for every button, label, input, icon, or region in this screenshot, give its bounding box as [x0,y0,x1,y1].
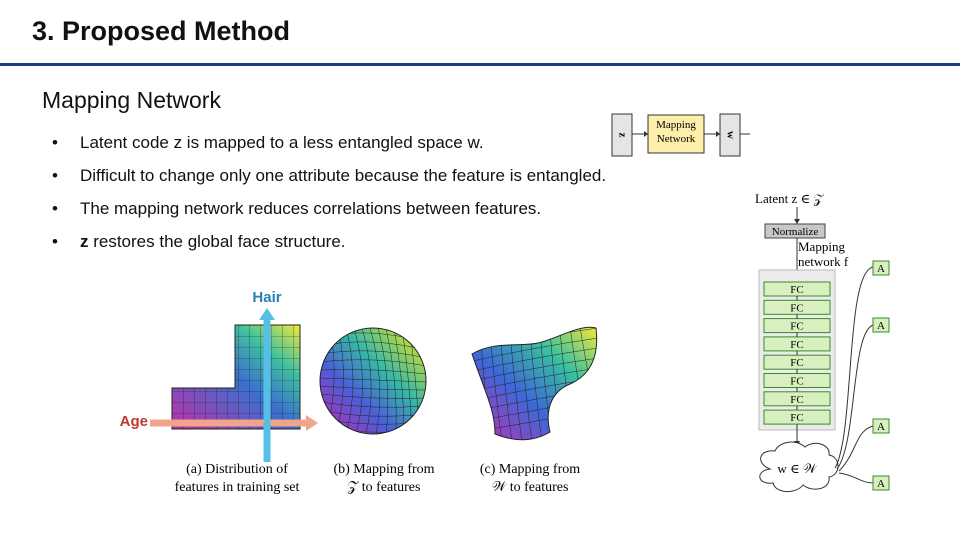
age-label: Age [119,413,148,430]
mini-arrow-head [716,131,720,137]
section-heading: Mapping Network [42,87,221,113]
feature-space-figure [119,282,600,504]
fc-label: FC [790,412,804,425]
style-a-label: A [877,421,885,433]
hair-label: Hair [252,289,282,306]
mapping-network-architecture [745,183,905,508]
caption-c-line2: 𝒲 to features [491,480,569,495]
bullet-item [52,230,606,263]
age-arrowhead [306,415,318,431]
latent-label: Latent z ∈ 𝒵 [755,191,824,206]
bullet-item [52,131,606,164]
mini-mapping-diagram [608,110,758,160]
caption-a-line1: (a) Distribution of [186,462,288,477]
bullet-text: The mapping network reduces correlations between features. [80,199,542,218]
mapping-label-2: network f [798,254,849,269]
mini-z-label: z [616,132,629,138]
style-connectors [835,267,873,483]
slide-title: 3. Proposed Method [32,16,291,46]
bullet-text: restores the global face structure. [88,232,346,251]
caption-b-line2: 𝒵 to features [347,480,421,495]
style-a-blocks [873,261,889,490]
title-divider [0,63,960,66]
caption-b-line1: (b) Mapping from [333,462,435,477]
hair-arrowhead [259,308,275,320]
mini-arrow-head [644,131,648,137]
normalize-label: Normalize [771,226,819,238]
caption-c-line1: (c) Mapping from [479,462,581,477]
fc-label: FC [790,338,804,351]
bullet-dot: • [52,133,58,152]
arch-arrow-head [794,219,800,224]
style-a-label: A [877,263,885,275]
fc-label: FC [790,284,804,296]
w-space-label: w ∈ 𝒲 [777,461,817,476]
distribution-grid [172,325,300,429]
mini-mapping-label-2: Network [656,133,696,145]
style-a-label: A [877,478,885,490]
bullet-item [52,164,606,197]
z-mapping-disk [320,328,426,434]
mini-w-label: w [724,131,737,139]
caption-a-line2: features in training set [174,480,300,495]
fc-label: FC [790,393,804,406]
bullet-text: Latent code z is mapped to a less entangled space w. [80,133,484,152]
bullet-dot: • [52,199,58,218]
bullet-dot: • [52,166,58,185]
mapping-label-1: Mapping [798,239,845,254]
style-a-label: A [877,320,885,332]
bullet-item [52,197,606,230]
mini-mapping-label-1: Mapping [656,119,696,131]
fc-label: FC [790,357,804,370]
bullet-bold-z: z [80,232,89,251]
bullet-text: Difficult to change only one attribute because the feature is entangled. [80,166,607,185]
fc-label: FC [790,375,804,388]
fc-label: FC [790,302,804,315]
w-mapping-shape [472,327,597,440]
bullet-list [52,131,606,263]
fc-label: FC [790,320,804,333]
bullet-dot: • [52,232,58,251]
